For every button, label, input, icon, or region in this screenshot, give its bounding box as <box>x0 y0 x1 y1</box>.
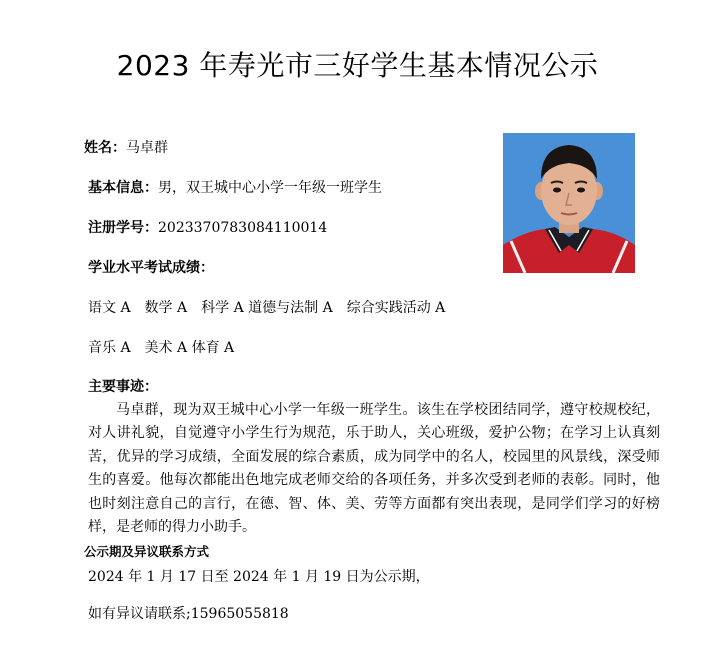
notice-contact: 如有异议请联系;15965055818 <box>88 606 289 622</box>
name-value: 马卓群 <box>126 140 168 156</box>
scores-line-1: 语文 A 数学 A 科学 A 道德与法制 A 综合实践活动 A <box>88 300 446 316</box>
student-portrait-icon <box>503 133 635 273</box>
student-id-row <box>88 217 327 237</box>
deeds-paragraph: 马卓群，现为双王城中心小学一年级一班学生。该生在学校团结同学，遵守校规校纪，对人讲礼貌，自觉遵守小学生行为规范，乐于助人，关心班级，爱护公物；在学习上认真刻苦，优异的学习成绩，全面发展的综合素质，成为同学中的名人，校园里的风景线，深受师生的喜爱。他每次都能出色地完成老师交给的各项任务，并多次受到老师的表彰。同时，他也时刻注意自己的言行，在德、智、体、美、劳等方面都有突出表现，是同学们学习的好榜样，是老师的得力小助手。 <box>88 402 660 536</box>
scores-line-2: 音乐 A 美术 A 体育 A <box>88 340 235 356</box>
basic-info-label: 基本信息： <box>88 180 158 196</box>
notice-period: 2024 年 1 月 17 日至 2024 年 1 月 19 日为公示期， <box>88 569 430 585</box>
page-title: 2023 年寿光市三好学生基本情况公示 <box>116 49 599 82</box>
notice-heading: 公示期及异议联系方式 <box>84 544 210 559</box>
name-row <box>84 137 168 157</box>
scores-heading: 学业水平考试成绩： <box>88 260 214 276</box>
deeds-heading: 主要事迹： <box>88 379 158 395</box>
student-id-value: 2023370783084110014 <box>158 220 328 236</box>
name-label: 姓名： <box>84 140 126 156</box>
student-id-label: 注册学号： <box>88 220 158 236</box>
basic-info-value: 男，双王城中心小学一年级一班学生 <box>158 180 382 196</box>
student-photo <box>503 133 635 273</box>
basic-info-row <box>88 177 382 197</box>
